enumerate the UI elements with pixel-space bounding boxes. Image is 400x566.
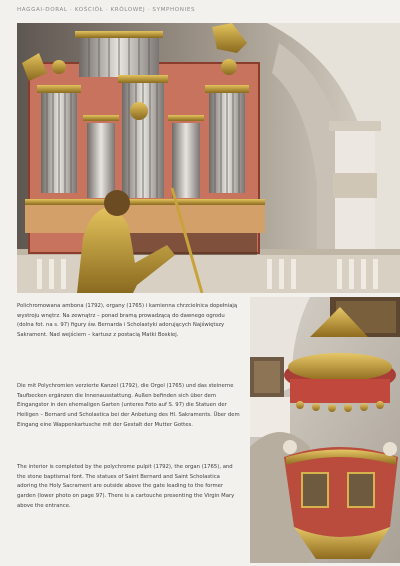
german-text: Die mit Polychromien verzierte Kanzel (1792), die Orgel (1765) und das steinerne Taufbecken ergänzen die Innenausstattung. Außen befinden sich über dem Eingangstor in den ehemaligen Garten (unteres Foto auf S. 97) die Statuen der Heiligen – Bernard und Scholastica bei der Anbetung des Hl. Sakraments. Über dem Eingang eine Wappenkartusche mit der Gestalt der Mutter Gottes. xyxy=(17,383,240,428)
german-paragraph xyxy=(17,382,241,431)
pulpit-illustration xyxy=(250,297,400,563)
organ-interior-illustration xyxy=(17,23,400,293)
pulpit-photo xyxy=(250,297,400,563)
polish-paragraph xyxy=(17,302,241,341)
english-paragraph xyxy=(17,463,241,512)
polish-text: Polichromowana ambona (1792), organy (1765) i kamienna chrzcielnica dopełniają wystroju wnętrz. Na zewnątrz – ponad bramą prowadzącą do dawnego ogrodu (dolna fot. na s. 97) figury św. Bernarda i Scholastyki adorujących Najświętszy Sakrament. Nad wejściem – kartusz z postacią Matki Boskiej. xyxy=(17,303,238,339)
organ-interior-photo xyxy=(17,23,400,293)
english-text: The interior is completed by the polychrome pulpit (1792), the organ (1765), and the stone baptismal font. The statues of Saint Bernard and Saint Scholastica adoring the Holy Sacrament are outside above the gate leading to the former garden (lower photo on page 97). There is a cartouche presenting the Virgin Mary above the entrance. xyxy=(17,464,235,509)
running-header: HAGGAI-DORAL · KOŚCIÓŁ · KRÓLOWEJ · SYMPHONIES xyxy=(17,7,196,13)
